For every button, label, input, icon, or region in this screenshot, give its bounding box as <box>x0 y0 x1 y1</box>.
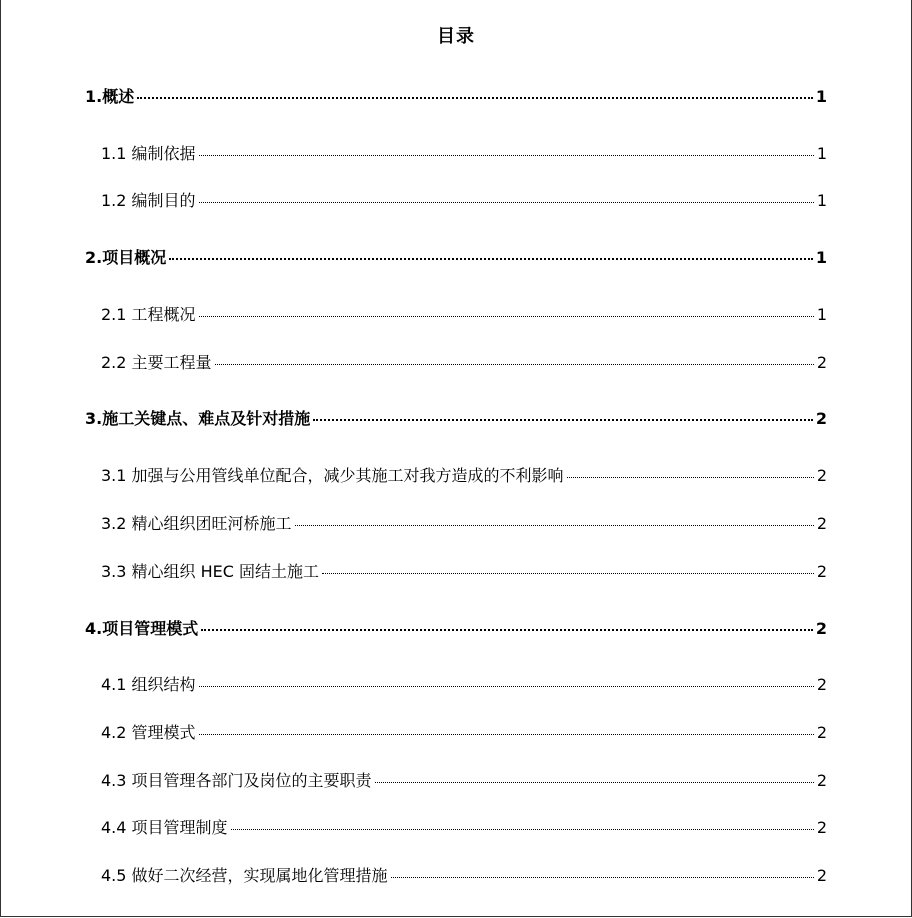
toc-dot-leader <box>391 877 814 878</box>
toc-entry-text: 4.2 管理模式 <box>101 723 196 742</box>
toc-page-number: 2 <box>816 771 827 790</box>
toc-title: 目录 <box>437 26 475 47</box>
toc-entry[interactable] <box>101 463 827 486</box>
toc-entry-text: 3.3 精心组织 HEC 固结土施工 <box>101 562 320 581</box>
toc-entry[interactable] <box>101 768 827 791</box>
toc-page-number: 2 <box>816 466 827 485</box>
toc-page-number: 2 <box>816 514 827 533</box>
toc-entry[interactable] <box>85 406 827 429</box>
toc-entry[interactable] <box>101 511 827 534</box>
toc-entry[interactable] <box>101 559 827 582</box>
toc-page-number: 2 <box>816 353 827 372</box>
toc-entry[interactable] <box>85 616 827 639</box>
toc-page-number: 2 <box>816 562 827 581</box>
toc-dot-leader <box>215 364 814 365</box>
toc-entry-text: 4.5 做好二次经营，实现属地化管理措施 <box>101 866 388 885</box>
toc-dot-leader <box>231 829 814 830</box>
toc-dot-leader <box>322 573 814 574</box>
toc-entry[interactable] <box>85 84 827 107</box>
toc-entry[interactable] <box>101 302 827 325</box>
toc-entry-text: 2.2 主要工程量 <box>101 353 212 372</box>
toc-dot-leader <box>199 155 814 156</box>
toc-dot-leader <box>199 686 814 687</box>
toc-entry-text: 4.3 项目管理各部门及岗位的主要职责 <box>101 771 372 790</box>
toc-page-number: 1 <box>816 305 827 324</box>
toc-page-number: 2 <box>816 818 827 837</box>
toc-entry[interactable] <box>101 350 827 373</box>
toc-page-number: 2 <box>815 409 827 428</box>
toc-page-number: 2 <box>816 723 827 742</box>
toc-dot-leader <box>199 316 814 317</box>
toc-page-number: 1 <box>816 144 827 163</box>
toc-entry[interactable] <box>101 188 827 211</box>
toc-entry-text: 3.施工关键点、难点及针对措施 <box>85 409 311 428</box>
toc-entry-text: 3.1 加强与公用管线单位配合，减少其施工对我方造成的不利影响 <box>101 466 564 485</box>
toc-entry-text: 3.2 精心组织团旺河桥施工 <box>101 514 292 533</box>
toc-entry[interactable] <box>101 720 827 743</box>
toc-dot-leader <box>313 419 813 421</box>
toc-page-number: 2 <box>815 619 827 638</box>
toc-entry-text: 2.项目概况 <box>85 248 167 267</box>
toc-dot-leader <box>295 525 814 526</box>
toc-entry-text: 1.2 编制目的 <box>101 191 196 210</box>
toc-entry[interactable] <box>101 863 827 886</box>
toc-entry-text: 4.1 组织结构 <box>101 675 196 694</box>
toc-entry-text: 2.1 工程概况 <box>101 305 196 324</box>
toc-dot-leader <box>567 477 814 478</box>
toc-entry-text: 1.1 编制依据 <box>101 144 196 163</box>
toc-page-number: 1 <box>815 87 827 106</box>
toc-entry[interactable] <box>101 672 827 695</box>
toc-dot-leader <box>199 734 814 735</box>
toc-page-number: 2 <box>816 675 827 694</box>
toc-dot-leader <box>199 202 814 203</box>
toc-entry-text: 4.项目管理模式 <box>85 619 199 638</box>
toc-page-number: 2 <box>816 866 827 885</box>
toc-dot-leader <box>137 97 813 99</box>
toc-entry[interactable] <box>85 245 827 268</box>
toc-entry-text: 1.概述 <box>85 87 135 106</box>
toc-dot-leader <box>201 629 813 631</box>
toc-dot-leader <box>169 258 813 260</box>
toc-dot-leader <box>375 782 814 783</box>
toc-entry-text: 4.4 项目管理制度 <box>101 818 228 837</box>
toc-page-number: 1 <box>815 248 827 267</box>
toc-entry[interactable] <box>101 141 827 164</box>
toc-page-number: 1 <box>816 191 827 210</box>
toc-entry[interactable] <box>101 815 827 838</box>
